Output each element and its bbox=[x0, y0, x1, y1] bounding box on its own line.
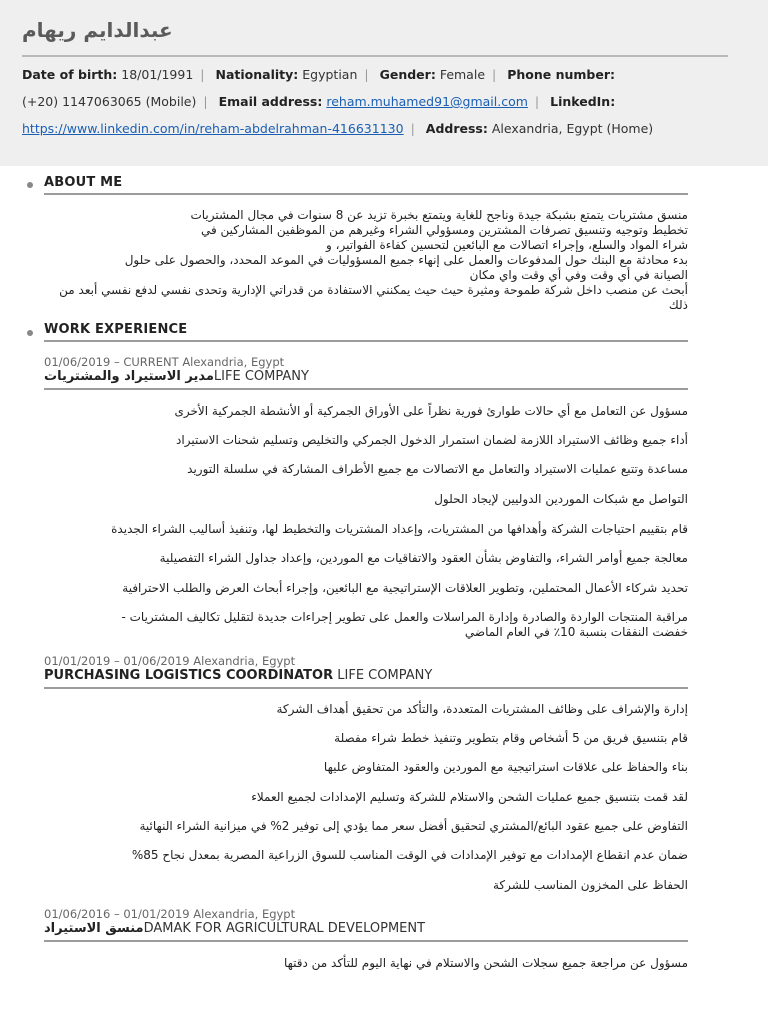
duty-item: قام بتقييم احتياجات الشركة وأهدافها من المشتريات، وإعداد المشتريات والتخطيط لها، وتنفيذ أساليب الشراء الجديدة bbox=[111, 522, 688, 536]
separator: | bbox=[410, 121, 415, 136]
email-link[interactable]: reham.muhamed91@gmail.com bbox=[326, 94, 528, 109]
dob-value: 18/01/1991 bbox=[121, 67, 194, 82]
about-section-divider bbox=[44, 193, 688, 195]
person-name: عبدالدايم ريهام bbox=[22, 18, 173, 42]
job-divider bbox=[44, 940, 688, 942]
job-divider bbox=[44, 388, 688, 390]
nationality-label: Nationality: bbox=[215, 67, 299, 82]
separator: | bbox=[492, 67, 497, 82]
about-line: أبحث عن منصب داخل شركة طموحة ومثيرة حيث حيث يمكنني الاستفادة من قدراتي الإدارية وتحدى نفسي لدفع نفسي أبعد من bbox=[59, 283, 688, 297]
phone-label: Phone number: bbox=[507, 67, 616, 82]
about-line: تخطيط وتوجيه وتنسيق تصرفات المشترين ومسؤولي الشراء وغيرهم من الموظفين المشاركين في bbox=[200, 223, 688, 237]
gender-label: Gender: bbox=[379, 67, 436, 82]
duty-item: مراقبة المنتجات الواردة والصادرة وإدارة المراسلات والعمل على تطوير إجراءات جديدة لتقليل تكاليف المشتريات - bbox=[121, 610, 688, 624]
info-line-2 bbox=[22, 94, 615, 109]
about-text bbox=[44, 208, 688, 313]
info-line-3 bbox=[22, 121, 653, 136]
duty-item: معالجة جميع أوامر الشراء، والتفاوض بشأن العقود والاتفاقيات مع الموردين، وإعداد جداول الشراء التفصيلية bbox=[159, 551, 688, 565]
job-role: PURCHASING LOGISTICS COORDINATOR bbox=[44, 668, 334, 683]
nationality-value: Egyptian bbox=[302, 67, 358, 82]
section-bullet-icon bbox=[27, 182, 33, 188]
about-line: ذلك bbox=[668, 298, 688, 312]
duty-item: خفضت النفقات بنسبة 10٪ في العام الماضي bbox=[464, 625, 688, 639]
about-line: شراء المواد والسلع، وإجراء اتصالات مع البائعين لتحسين كفاءة الفواتير، و bbox=[325, 238, 688, 252]
duty-item: التفاوض على جميع عقود البائع/المشتري لتحقيق أفضل سعر مما يؤدي إلى توفير 2% في ميزانية الشراء النهائية bbox=[139, 819, 688, 833]
job-title bbox=[44, 921, 425, 936]
info-line-1 bbox=[22, 67, 615, 82]
duty-item: تحديد شركاء الأعمال المحتملين، وتطوير العلاقات الإستراتيجية مع البائعين، وإجراء أبحاث العرض والطلب الاحترافية bbox=[122, 581, 688, 595]
duty-item: بناء والحفاظ على علاقات استراتيجية مع الموردين والعقود المتفاوض عليها bbox=[323, 760, 688, 774]
duty-item: قام بتنسيق فريق من 5 أشخاص وقام بتطوير وتنفيذ خطط شراء مفصلة bbox=[334, 731, 688, 745]
duty-item: مساعدة وتتبع عمليات الاستيراد والتعامل مع الاتصالات مع جميع الأطراف المشاركة في سلسلة التوريد bbox=[187, 462, 688, 476]
address-value: Alexandria, Egypt (Home) bbox=[491, 121, 654, 136]
linkedin-link[interactable]: https://www.linkedin.com/in/reham-abdelrahman-416631130 bbox=[22, 121, 404, 136]
section-bullet-icon bbox=[27, 330, 33, 336]
about-line: منسق مشتريات يتمتع بشبكة جيدة وناجح للغاية ويتمتع بخبرة تزيد عن 8 سنوات في مجال المشتريات bbox=[190, 208, 688, 222]
dob-label: Date of birth: bbox=[22, 67, 118, 82]
job-divider bbox=[44, 687, 688, 689]
separator: | bbox=[534, 94, 540, 109]
job-meta: 01/06/2019 – CURRENT Alexandria, Egypt bbox=[44, 355, 285, 369]
separator: | bbox=[203, 94, 208, 109]
duty-item: الحفاظ على المخزون المناسب للشركة bbox=[493, 878, 688, 892]
duty-item: التواصل مع شبكات الموردين الدوليين لإيجاد الحلول bbox=[434, 492, 688, 506]
duty-item: ضمان عدم انقطاع الإمدادات مع توفير الإمدادات في الوقت المناسب للسوق الزراعية المصرية بمعدل نجاح 85% bbox=[131, 848, 688, 862]
separator: | bbox=[364, 67, 369, 82]
job-meta: 01/06/2016 – 01/01/2019 Alexandria, Egypt bbox=[44, 907, 296, 921]
job-meta: 01/01/2019 – 01/06/2019 Alexandria, Egypt bbox=[44, 654, 296, 668]
duty-item: لقد قمت بتنسيق جميع عمليات الشحن والاستلام للشركة وتسليم الإمدادات لجميع العملاء bbox=[251, 790, 688, 804]
about-line: بدء محادثة مع البنك حول المدفوعات والعمل على إنهاء جميع المسؤوليات في الموعد المحدد، والحصول على حلول bbox=[124, 253, 688, 267]
work-section-title: WORK EXPERIENCE bbox=[44, 322, 188, 337]
separator: | bbox=[200, 67, 205, 82]
job-title bbox=[44, 668, 432, 683]
email-label: Email address: bbox=[218, 94, 323, 109]
address-label: Address: bbox=[425, 121, 488, 136]
header-divider bbox=[22, 55, 728, 57]
duty-item: مسؤول عن التعامل مع أي حالات طوارئ فورية نظراً على الأوراق الجمركية أو الأنشطة الجمركية الأخرى bbox=[174, 404, 688, 418]
work-section-divider bbox=[44, 340, 688, 342]
job-role: منسق الاستيراد bbox=[44, 921, 144, 936]
job-title bbox=[44, 369, 309, 384]
linkedin-label: LinkedIn: bbox=[550, 94, 616, 109]
duty-item: مسؤول عن مراجعة جميع سجلات الشحن والاستلام في نهاية اليوم للتأكد من دقتها bbox=[283, 956, 688, 970]
job-role: مدير الاستيراد والمشتريات bbox=[44, 369, 214, 384]
phone-value: (+20) 1147063065 (Mobile) bbox=[22, 94, 197, 109]
job-company: DAMAK FOR AGRICULTURAL DEVELOPMENT bbox=[143, 921, 426, 936]
about-section-title: ABOUT ME bbox=[44, 175, 123, 190]
duty-item: أداء جميع وظائف الاستيراد اللازمة لضمان استمرار الدخول الجمركي والتخليص وتسليم شحنات الاستيراد bbox=[176, 433, 688, 447]
duty-item: إدارة والإشراف على وظائف المشتريات المتعددة، والتأكد من تحقيق أهداف الشركة bbox=[276, 702, 688, 716]
header bbox=[0, 0, 768, 166]
about-line: الصيانة في أي وقت وفي أي وقت واي مكان bbox=[469, 268, 688, 282]
job-company: LIFE COMPANY bbox=[213, 369, 309, 384]
gender-value: Female bbox=[439, 67, 486, 82]
job-company: LIFE COMPANY bbox=[337, 668, 433, 683]
